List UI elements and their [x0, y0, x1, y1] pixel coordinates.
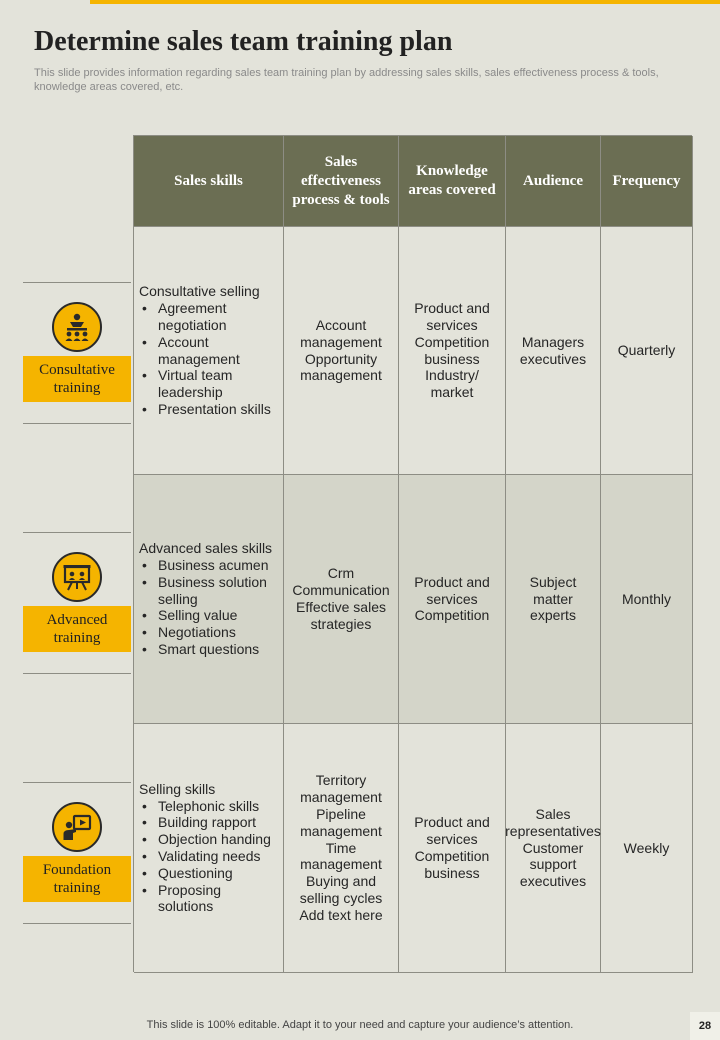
cell-audience	[506, 227, 601, 475]
skill-item: • Selling value	[139, 607, 277, 624]
row-label-tag: Foundation training	[23, 856, 131, 902]
skills-title: Consultative selling	[139, 283, 260, 300]
cell-skills	[134, 724, 284, 973]
cell-tools	[284, 724, 399, 973]
cell-line: Effective sales strategies	[295, 599, 386, 632]
cell-line: Product and services	[414, 573, 490, 607]
cell-frequency: Monthly	[601, 475, 693, 724]
divider-line	[23, 532, 131, 533]
cell-audience	[506, 724, 601, 973]
header-frequency: Frequency	[601, 136, 693, 227]
cell-line: Communication	[292, 582, 390, 599]
cell-line: executives	[519, 350, 587, 367]
cell-line: Add text here	[299, 906, 383, 923]
skill-item: • Business acumen	[139, 557, 277, 574]
divider-line	[23, 923, 131, 924]
skill-item: • Smart questions	[139, 641, 277, 658]
skill-item: • Proposing solutions	[139, 882, 277, 916]
cell-tools	[284, 475, 399, 724]
skill-item: • Negotiations	[139, 624, 277, 641]
cell-line: Competition	[414, 848, 490, 864]
top-accent-bar	[90, 0, 720, 4]
divider-line	[23, 282, 131, 283]
divider-line	[23, 673, 131, 674]
divider-line	[23, 782, 131, 783]
page-subtitle: This slide provides information regarding sales team training plan by addressing sales skills, sales effectiveness process & tools, knowledge areas covered, etc.	[34, 67, 659, 93]
row-label-tag: Consultative training	[23, 356, 131, 402]
skill-item: • Questioning	[139, 865, 277, 882]
skill-item: • Account management	[139, 334, 277, 368]
skill-item: • Virtual team leadership	[139, 367, 277, 401]
header-knowledge: Knowledge areas covered	[399, 136, 506, 227]
skill-item: • Business solution selling	[139, 574, 277, 608]
skill-item: • Validating needs	[139, 848, 277, 865]
cell-line: Industry/ market	[425, 367, 479, 401]
skill-item: • Agreement negotiation	[139, 300, 277, 334]
skills-title: Advanced sales skills	[139, 540, 273, 557]
row-label-tag: Advanced training	[23, 606, 131, 652]
header-sales-skills: Sales skills	[134, 136, 284, 227]
video-presenter-icon	[52, 802, 102, 852]
cell-line: Opportunity management	[300, 350, 382, 384]
skill-item: • Telephonic skills	[139, 798, 277, 815]
skills-list	[139, 300, 277, 418]
cell-line: Subject matter experts	[529, 573, 577, 624]
cell-knowledge	[399, 475, 506, 724]
header-audience: Audience	[506, 136, 601, 227]
skill-item: • Building rapport	[139, 814, 277, 831]
cell-audience	[506, 475, 601, 724]
presentation-board-icon	[52, 552, 102, 602]
cell-knowledge	[399, 227, 506, 475]
cell-skills	[134, 227, 284, 475]
cell-skills	[134, 475, 284, 724]
cell-line: business	[424, 864, 480, 881]
training-plan-table	[133, 135, 692, 972]
cell-knowledge	[399, 724, 506, 973]
cell-tools	[284, 227, 399, 475]
footer-note: This slide is 100% editable. Adapt it to your need and capture your audience’s attention.	[146, 1019, 574, 1031]
cell-line: Pipeline management	[300, 806, 382, 839]
cell-line: Product and services	[414, 300, 490, 333]
cell-line: Sales representatives	[505, 806, 601, 839]
divider-line	[23, 423, 131, 424]
cell-line: Customer support executives	[519, 839, 587, 890]
team-meeting-icon	[52, 302, 102, 352]
cell-line: Competition	[414, 607, 490, 624]
cell-line: Managers	[521, 333, 585, 350]
header-tools: Sales effectiveness process & tools	[284, 136, 399, 227]
page-title: Determine sales team training plan	[34, 26, 453, 57]
skill-item: • Presentation skills	[139, 401, 277, 418]
cell-line: Crm	[327, 565, 355, 582]
cell-line: Account management	[300, 316, 382, 350]
cell-frequency: Quarterly	[601, 227, 693, 475]
cell-line: Buying and selling cycles	[299, 873, 383, 906]
cell-line: Territory management	[300, 772, 382, 806]
skills-list	[139, 798, 277, 916]
cell-line: Product and services	[414, 814, 490, 848]
skill-item: • Objection handing	[139, 831, 277, 848]
cell-frequency: Weekly	[601, 724, 693, 973]
cell-line: Time management	[300, 839, 382, 873]
cell-line: Competition	[414, 333, 490, 350]
skills-list	[139, 557, 277, 658]
skills-title: Selling skills	[139, 780, 216, 797]
cell-line: business	[424, 350, 480, 367]
page-number: 28	[690, 1012, 720, 1040]
